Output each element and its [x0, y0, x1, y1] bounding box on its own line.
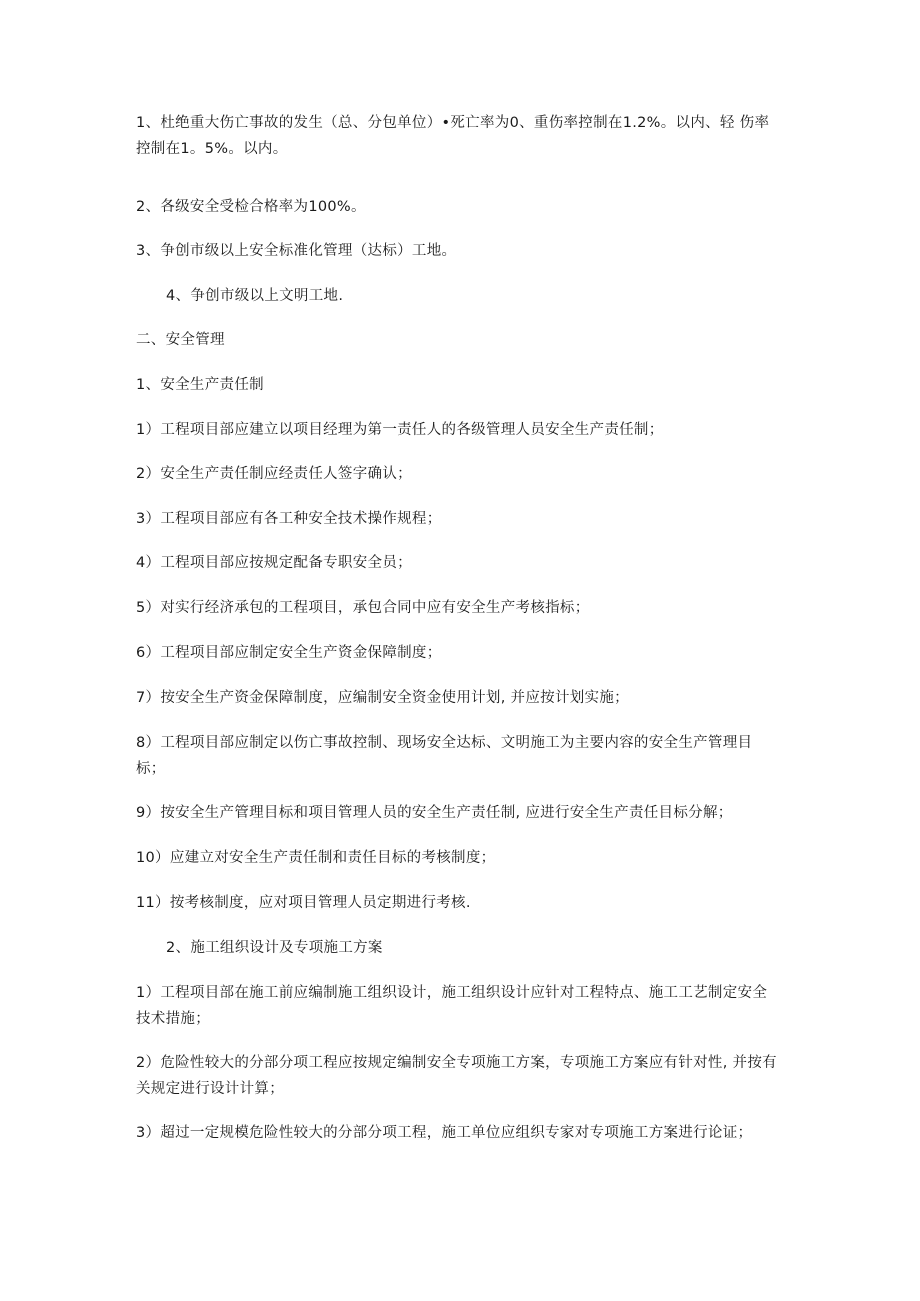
- list-item: 7）按安全生产资金保障制度，应编制安全资金使用计划, 并应按计划实施；: [136, 690, 629, 706]
- list-item: 6）工程项目部应制定安全生产资金保障制度；: [136, 645, 442, 661]
- list-item: 5）对实行经济承包的工程项目，承包合同中应有安全生产考核指标；: [136, 600, 590, 616]
- list-item: 8）工程项目部应制定以伤亡事故控制、现场安全达标、文明施工为主要内容的安全生产管理目标；: [136, 735, 753, 777]
- list-item: 1）工程项目部在施工前应编制施工组织设计，施工组织设计应针对工程特点、施工工艺制定安全技术措施；: [136, 985, 768, 1027]
- paragraph-goal-3: 3、争创市级以上安全标准化管理（达标）工地。: [136, 243, 457, 259]
- subsection-heading-responsibility: 1、安全生产责任制: [136, 377, 264, 393]
- list-item: 9）按安全生产管理目标和项目管理人员的安全生产责任制, 应进行安全生产责任目标分解；: [136, 805, 733, 821]
- paragraph-goal-2: 2、各级安全受检合格率为100%。: [136, 199, 366, 215]
- list-item: 2）安全生产责任制应经责任人签字确认；: [136, 466, 412, 482]
- list-item: 1）工程项目部应建立以项目经理为第一责任人的各级管理人员安全生产责任制；: [136, 422, 664, 438]
- paragraph-goal-1: 1、杜绝重大伤亡事故的发生（总、分包单位）•死亡率为0、重伤率控制在1.2%。以内、轻 伤率控制在1。5%。以内。: [136, 115, 770, 157]
- list-item: 11）按考核制度，应对项目管理人员定期进行考核.: [136, 895, 471, 911]
- list-item: 3）超过一定规模危险性较大的分部分项工程，施工单位应组织专家对专项施工方案进行论证；: [136, 1125, 753, 1141]
- subsection-heading-construction-plan: 2、施工组织设计及专项施工方案: [166, 940, 383, 956]
- list-item: 10）应建立对安全生产责任制和责任目标的考核制度；: [136, 850, 496, 866]
- list-item: 4）工程项目部应按规定配备专职安全员；: [136, 555, 412, 571]
- section-heading-safety-management: 二、安全管理: [136, 332, 225, 348]
- list-item: 2）危险性较大的分部分项工程应按规定编制安全专项施工方案，专项施工方案应有针对性, 并按有关规定进行设计计算；: [136, 1055, 777, 1097]
- paragraph-goal-4: 4、争创市级以上文明工地.: [166, 288, 344, 304]
- list-item: 3）工程项目部应有各工种安全技术操作规程；: [136, 511, 442, 527]
